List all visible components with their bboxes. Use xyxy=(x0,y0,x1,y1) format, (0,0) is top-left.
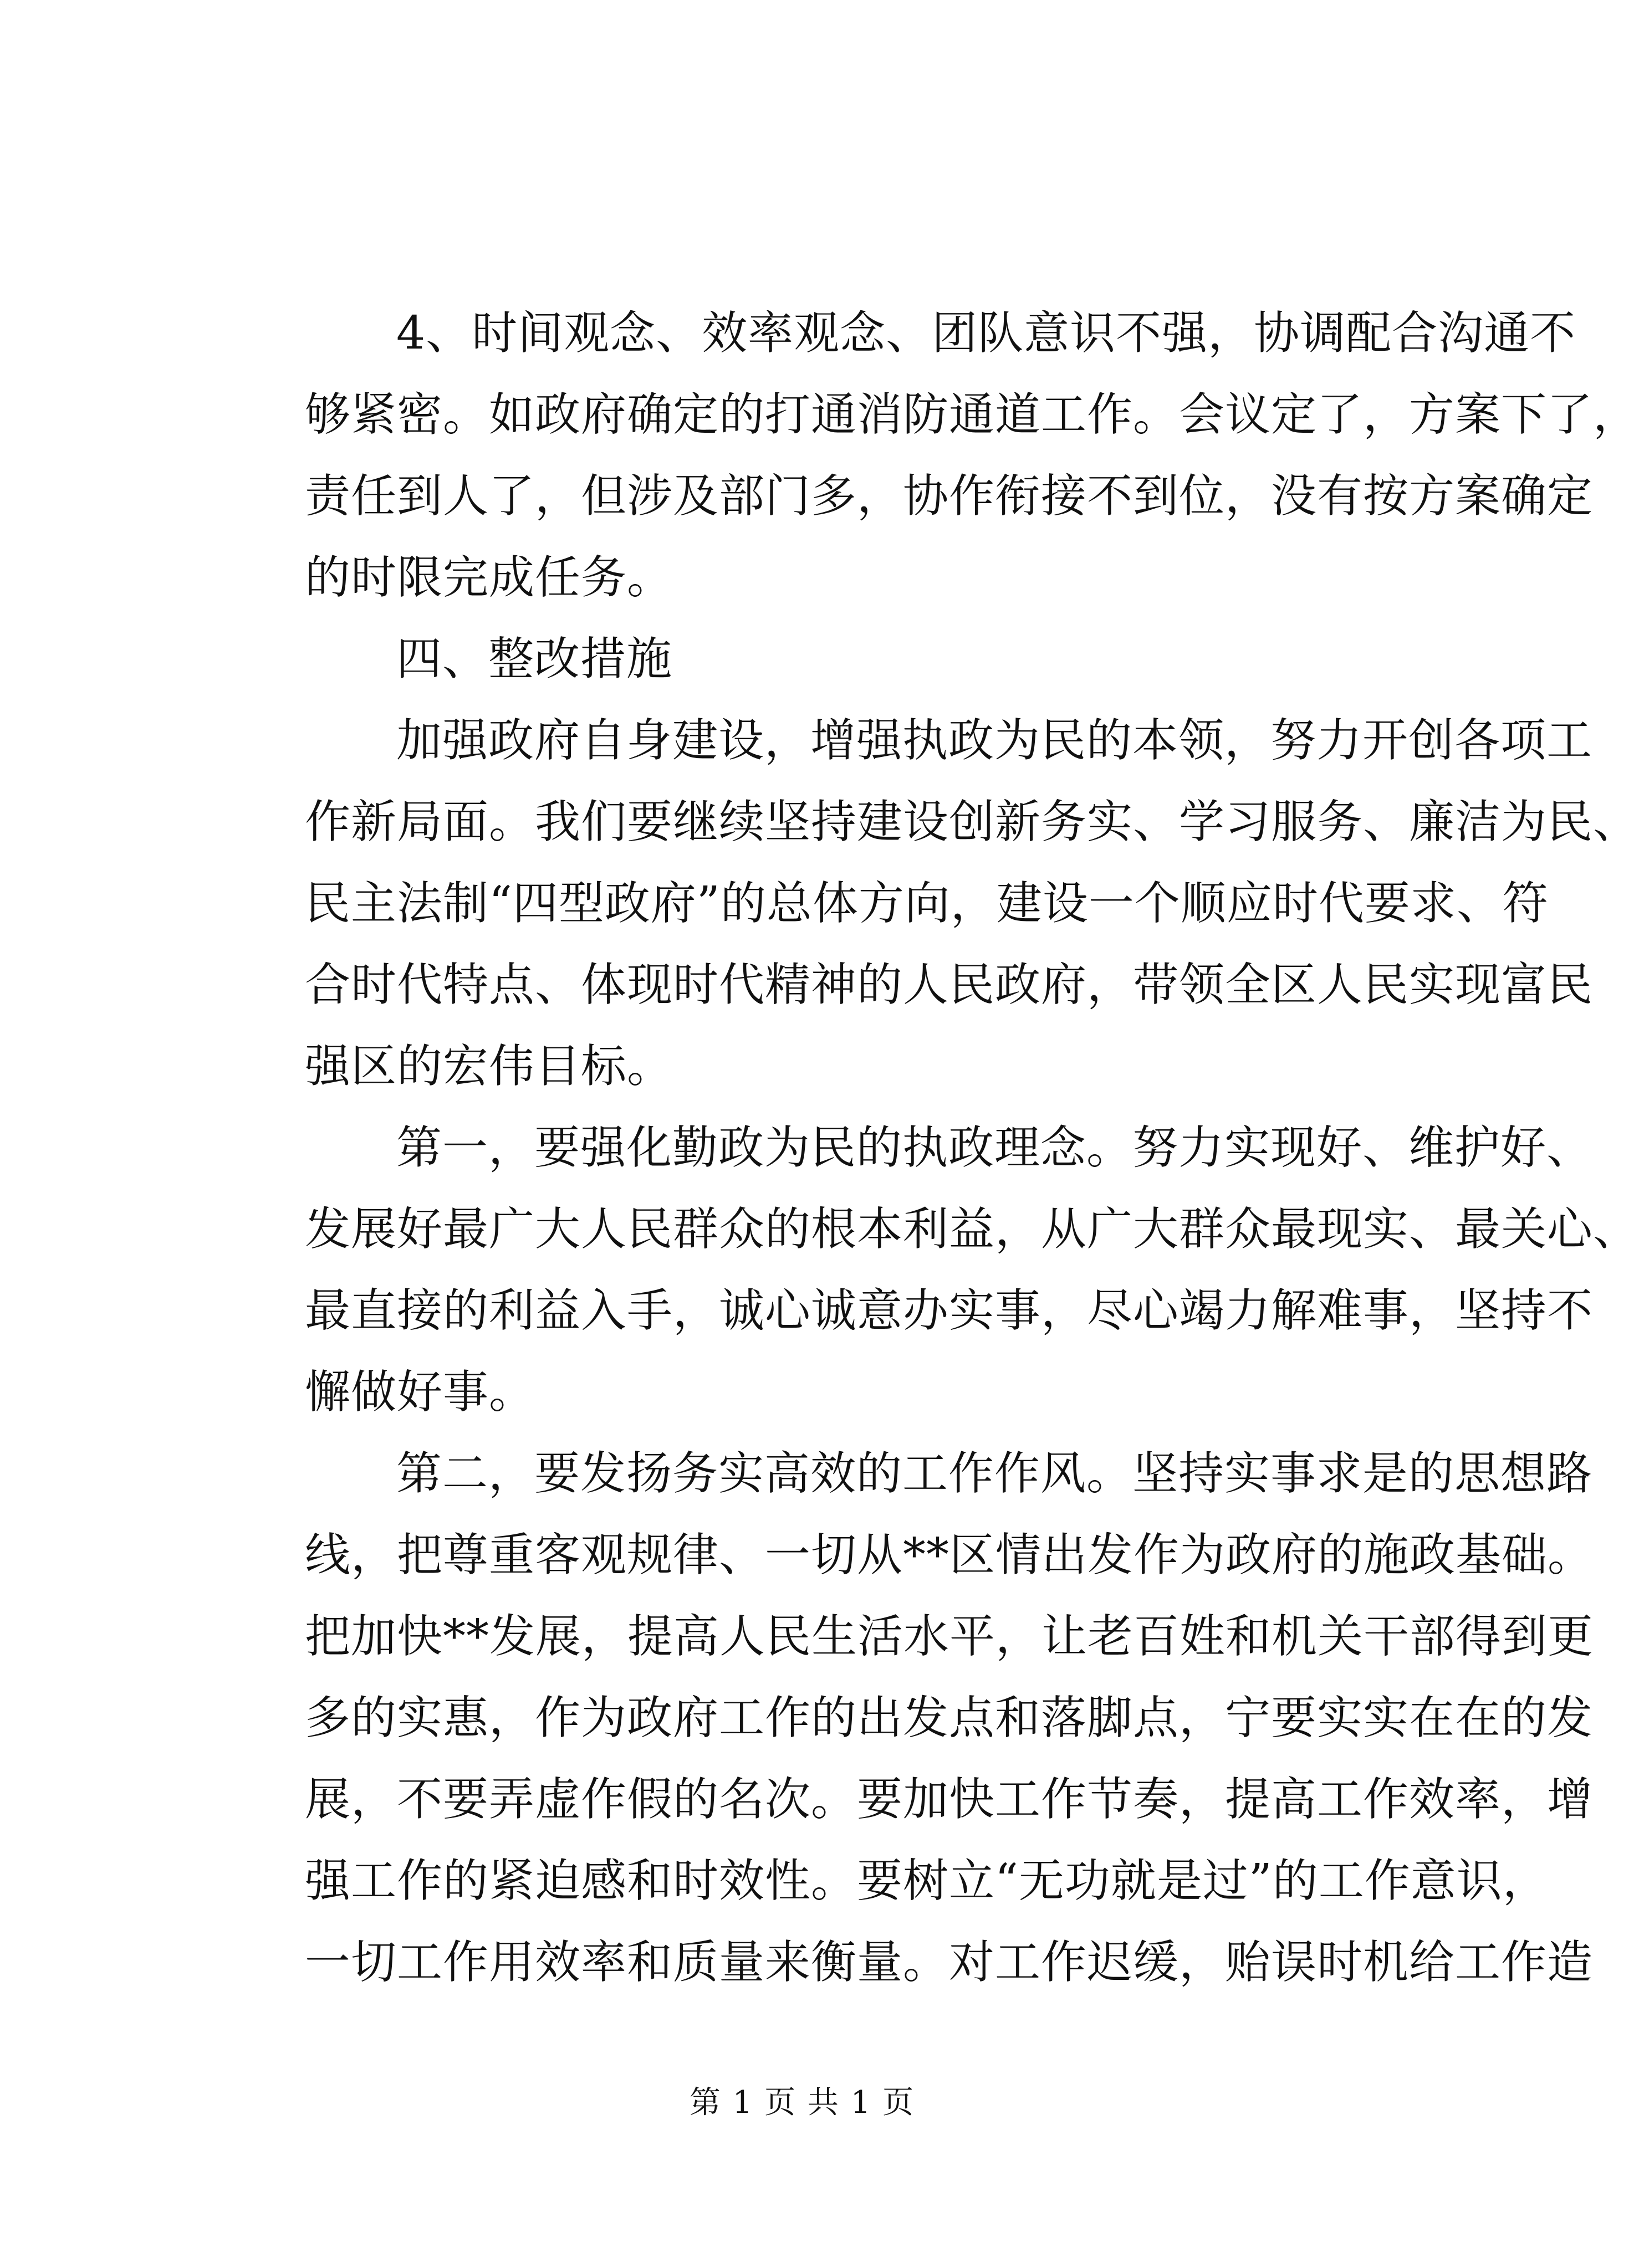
text-line: 够紧密。如政府确定的打通消防通道工作。会议定了，方案下了， xyxy=(305,388,1639,441)
text-line: 把加快**发展，提高人民生活水平，让老百姓和机关干部得到更 xyxy=(305,1610,1594,1663)
text-line: 一切工作用效率和质量来衡量。对工作迟缓，贻误时机给工作造 xyxy=(305,1936,1594,1989)
text-line: 合时代特点、体现时代精神的人民政府，带领全区人民实现富民 xyxy=(305,959,1594,1011)
text-line: 最直接的利益入手，诚心诚意办实事，尽心竭力解难事，坚持不 xyxy=(305,1284,1594,1337)
paragraph-first-line: 第二，要发扬务实高效的工作作风。坚持实事求是的思想路 xyxy=(396,1447,1593,1500)
paragraph-first-line: 加强政府自身建设，增强执政为民的本领，努力开创各项工 xyxy=(396,714,1593,767)
text-line: 作新局面。我们要继续坚持建设创新务实、学习服务、廉洁为民、 xyxy=(305,796,1639,848)
paragraph-first-line: 第一，要强化勤政为民的执政理念。努力实现好、维护好、 xyxy=(396,1122,1593,1174)
text-line: 懈做好事。 xyxy=(305,1366,535,1419)
text-line: 发展好最广大人民群众的根本利益，从广大群众最现实、最关心、 xyxy=(305,1203,1639,1256)
document-body xyxy=(305,293,1639,2003)
page-footer: 第 1 页 共 1 页 xyxy=(689,2085,915,2121)
text-line: 责任到人了，但涉及部门多，协作衔接不到位，没有按方案确定 xyxy=(305,470,1594,523)
paragraph-first-line: 四、整改措施 xyxy=(396,633,673,685)
text-line: 强工作的紧迫感和时效性。要树立“无功就是过”的工作意识， xyxy=(305,1855,1549,1907)
text-line: 线，把尊重客观规律、一切从**区情出发作为政府的施政基础。 xyxy=(305,1529,1594,1581)
text-line: 展，不要弄虚作假的名次。要加快工作节奏，提高工作效率，增 xyxy=(305,1773,1594,1826)
text-line: 的时限完成任务。 xyxy=(305,551,673,604)
text-line: 强区的宏伟目标。 xyxy=(305,1040,673,1093)
text-line: 多的实惠，作为政府工作的出发点和落脚点，宁要实实在在的发 xyxy=(305,1692,1594,1744)
text-line: 民主法制“四型政府”的总体方向，建设一个顺应时代要求、符 xyxy=(305,877,1549,930)
paragraph-first-line: 4、时间观念、效率观念、团队意识不强，协调配合沟通不 xyxy=(396,307,1576,360)
